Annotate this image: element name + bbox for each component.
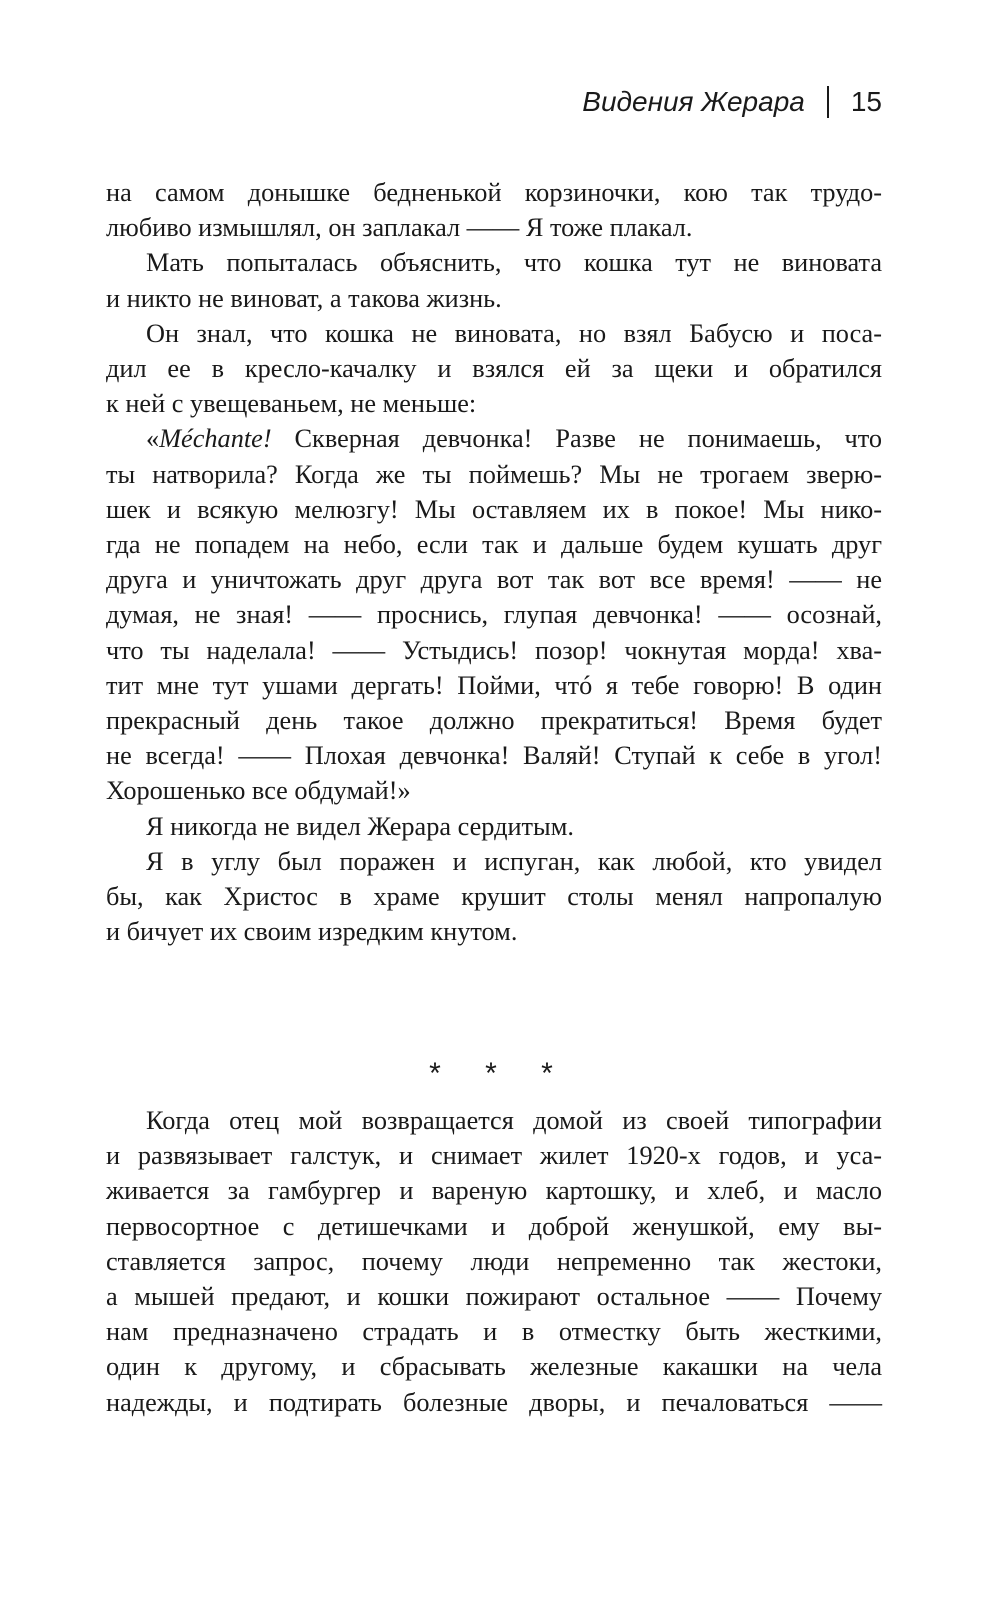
text-line: шек и всякую мелюзгу! Мы оставляем их в покое! Мы нико-	[106, 494, 882, 524]
text-line: и развязывает галстук, и снимает жилет 1920-х годов, и уса-	[106, 1141, 882, 1171]
text-line: что ты наделала! —— Устыдись! позор! чокнутая морда! хва-	[106, 635, 882, 665]
text-line: ставляется запрос, почему люди непременно так жестоки,	[106, 1246, 882, 1276]
text-line: бы, как Христос в храме крушит столы менял напропалую	[106, 882, 882, 912]
text-line: Когда отец мой возвращается домой из своей типографии	[146, 1106, 882, 1135]
text-line: надежды, и подтирать болезные дворы, и печаловаться ——	[106, 1387, 882, 1417]
text-line: Мать попыталась объяснить, что кошка тут не виновата	[146, 248, 882, 278]
text-line: тит мне тут ушами дергать! Пойми, чтó я тебе говорю! В один	[106, 670, 882, 700]
text-line: Он знал, что кошка не виновата, но взял Бабусю и поса-	[146, 318, 882, 348]
text-line: Я в углу был поражен и испуган, как любой, кто увидел	[146, 846, 882, 876]
text-line: дил ее в кресло-качалку и взялся ей за щеки и обратился	[106, 354, 882, 384]
text-line: прекрасный день такое должно прекратиться! Время будет	[106, 706, 882, 736]
text-line: живается за гамбургер и вареную картошку, и хлеб, и масло	[106, 1176, 882, 1206]
text-block-1	[106, 175, 882, 949]
text-line: Хорошенько все обдумай!»	[106, 776, 411, 806]
text-line: один к другому, и сбрасывать железные какашки на чела	[106, 1352, 882, 1382]
text-line: Я никогда не видел Жерара сердитым.	[146, 811, 574, 841]
text-line: на самом донышке бедненькой корзиночки, кою так трудо-	[106, 178, 882, 207]
running-header	[582, 86, 882, 118]
text-line: не всегда! —— Плохая девчонка! Валяй! Ступай к себе в угол!	[106, 741, 882, 771]
text-line: друга и уничтожать друг друга вот так вот все время! —— не	[106, 565, 882, 595]
text-block-2	[106, 1103, 882, 1420]
text-line: и бичует их своим изредким кнутом.	[106, 917, 518, 947]
text-line: любиво измышлял, он заплакал —— Я тоже плакал.	[106, 213, 693, 243]
section-break: * * *	[429, 1057, 571, 1090]
text-line: а мышей предают, и кошки пожирают остальное —— Почему	[106, 1282, 882, 1312]
french-word: Méchante!	[159, 424, 272, 454]
text-line: первосортное с детишечками и доброй женушкой, ему вы-	[106, 1211, 882, 1241]
header-divider	[827, 86, 829, 118]
text-line: «Méchante! Скверная девчонка! Разве не понимаешь, что	[146, 424, 882, 454]
page-number: 15	[850, 86, 882, 117]
running-title: Видения Жерара	[582, 86, 805, 117]
text-line: к ней с увещеваньем, не меньше:	[106, 389, 477, 419]
text-line: гда не попадем на небо, если так и дальше будем кушать друг	[106, 530, 882, 560]
text-line: нам предназначено страдать и в отместку быть жесткими,	[106, 1317, 882, 1347]
text-line: ты натворила? Когда же ты поймешь? Мы не трогаем зверю-	[106, 459, 882, 489]
text-line: думая, не зная! —— проснись, глупая девчонка! —— осознай,	[106, 600, 882, 630]
text-line: и никто не виноват, а такова жизнь.	[106, 283, 502, 313]
